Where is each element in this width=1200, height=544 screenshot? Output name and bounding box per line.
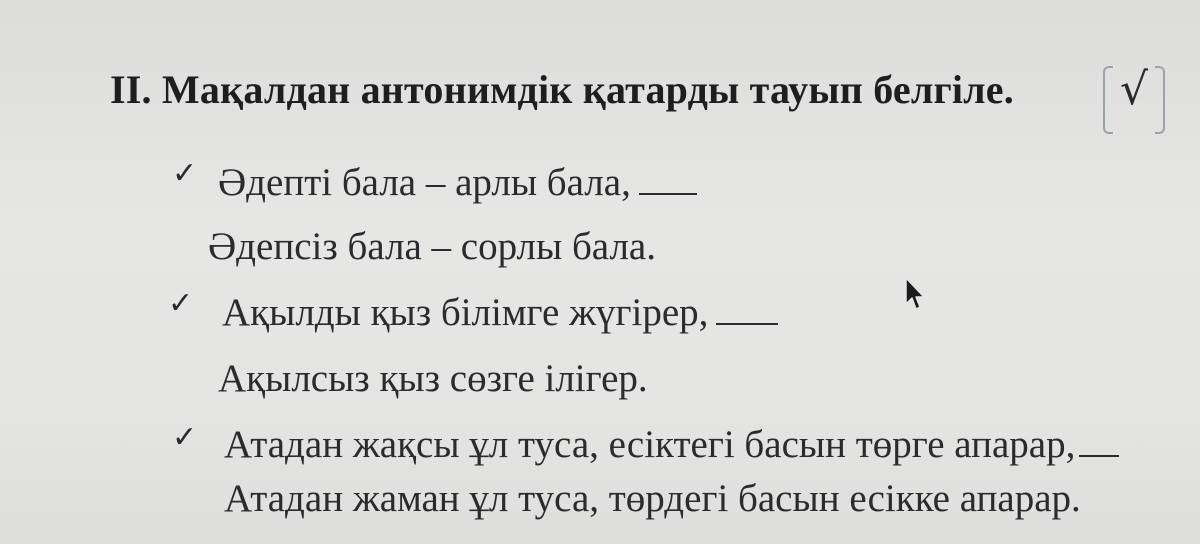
- proverb-1-text-1: Әдепті бала – арлы бала,: [218, 161, 631, 204]
- check-icon: ✓: [172, 156, 198, 191]
- proverb-3-line-1: [224, 422, 1119, 467]
- answer-blank[interactable]: [1079, 454, 1119, 457]
- answer-box-left-bracket: [1103, 66, 1113, 134]
- answer-blank[interactable]: [716, 322, 778, 325]
- answer-box[interactable]: [1103, 64, 1165, 134]
- proverb-1-line-1: [218, 160, 697, 205]
- proverb-2-line-2: Ақылсыз қыз сөзге ілігер.: [218, 357, 648, 400]
- proverb-2-text-1: Ақылды қыз білімге жүгірер,: [222, 291, 709, 334]
- proverb-3-line-2: Атадан жаман ұл туса, төрдегі басын есікке апарар.: [224, 477, 1081, 520]
- answer-blank[interactable]: [639, 192, 697, 195]
- check-icon: ✓: [172, 420, 198, 455]
- exercise-title: II. Мақалдан антонимдік қатарды тауып белгіле.: [110, 67, 1014, 112]
- proverb-3-text-1: Атадан жақсы ұл туса, есіктегі басын төрге апарар,: [224, 423, 1076, 466]
- answer-box-right-bracket: [1155, 66, 1165, 134]
- proverb-1-line-2: Әдепсіз бала – сорлы бала.: [208, 225, 656, 268]
- proverb-2-line-1: [222, 290, 778, 335]
- check-icon: ✓: [168, 286, 194, 321]
- mouse-cursor-icon: [903, 276, 929, 312]
- answer-check-mark: √: [1120, 64, 1149, 115]
